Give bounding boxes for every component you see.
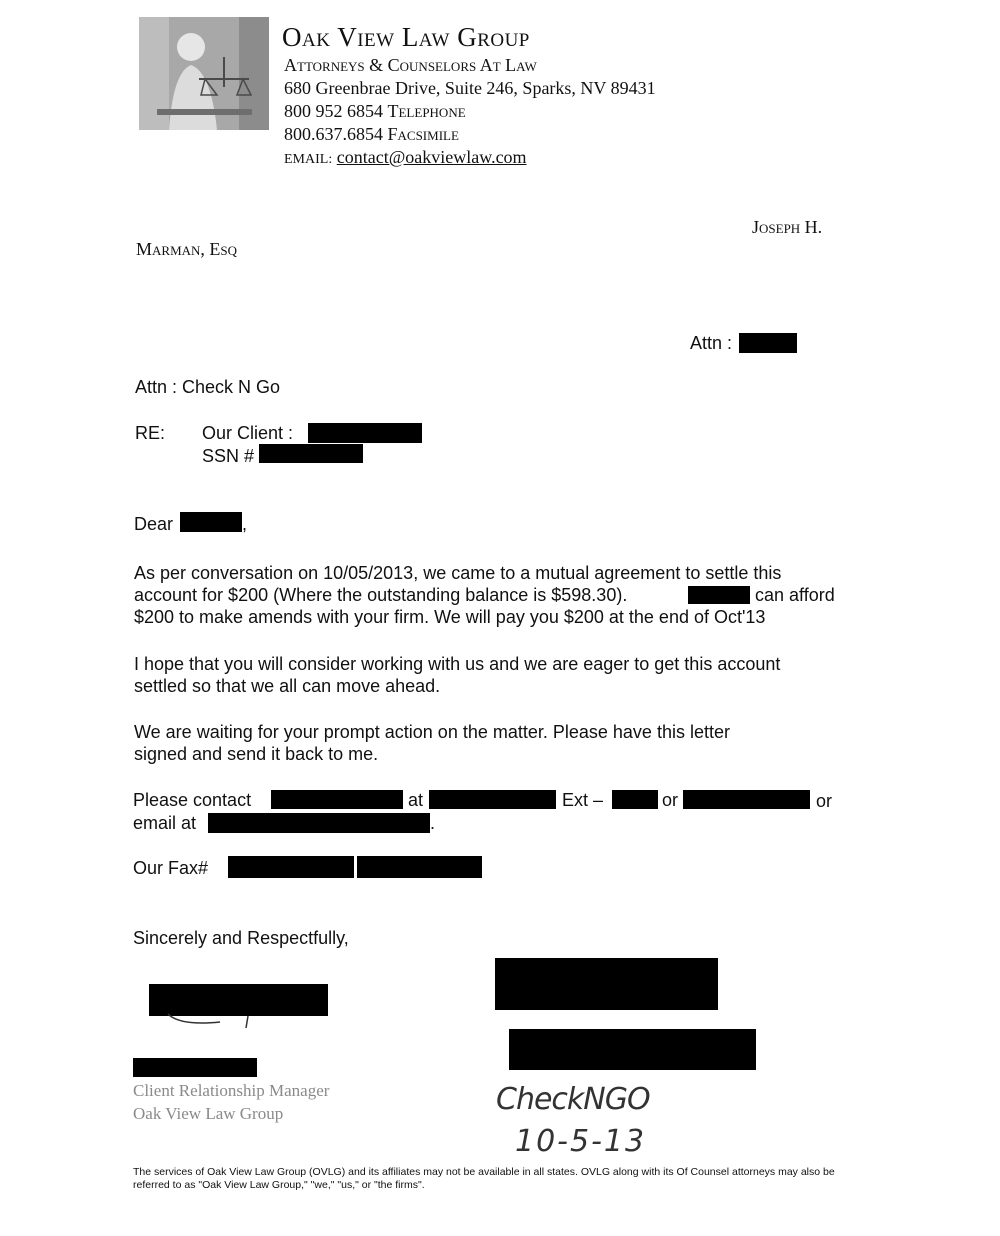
signature-stroke bbox=[160, 1010, 270, 1030]
firm-facsimile bbox=[284, 124, 459, 145]
paragraph-2-line-2: settled so that we all can move ahead. bbox=[134, 676, 441, 696]
redacted-block bbox=[357, 856, 482, 878]
redacted-block bbox=[683, 790, 810, 809]
telephone-label: Telephone bbox=[387, 101, 466, 121]
fax-line-label: Our Fax# bbox=[133, 858, 209, 878]
redacted-block bbox=[688, 586, 750, 604]
attn-recipient: Attn : Check N Go bbox=[135, 377, 281, 397]
greeting: Dear bbox=[134, 514, 174, 534]
redacted-block bbox=[228, 856, 354, 878]
redacted-block bbox=[259, 444, 363, 463]
contact-period: . bbox=[430, 813, 436, 833]
attorney-first-name: Joseph H. bbox=[752, 217, 823, 237]
firm-tagline: Attorneys & Counselors At Law bbox=[284, 55, 537, 75]
re-label: RE: bbox=[135, 423, 166, 443]
firm-name: Oak View Law Group bbox=[282, 22, 530, 52]
telephone-number: 800 952 6854 bbox=[284, 101, 383, 121]
paragraph-1-line-2b: can afford bbox=[755, 585, 835, 605]
redacted-block bbox=[308, 423, 422, 443]
paragraph-1-line-2a: account for $200 (Where the outstanding balance is $598.30). bbox=[134, 585, 628, 605]
client-label: Our Client : bbox=[202, 423, 294, 443]
paragraph-3-line-2: signed and send it back to me. bbox=[134, 744, 379, 764]
signer-organization: Oak View Law Group bbox=[133, 1104, 284, 1123]
ssn-label: SSN # bbox=[202, 446, 255, 466]
handwritten-date: 10-5-13 bbox=[515, 1124, 647, 1159]
paragraph-3-line-1: We are waiting for your prompt action on the matter. Please have this letter bbox=[134, 722, 730, 742]
redacted-block bbox=[739, 333, 797, 353]
firm-email bbox=[284, 147, 527, 168]
firm-address: 680 Greenbrae Drive, Suite 246, Sparks, NV 89431 bbox=[284, 78, 656, 98]
redacted-signature bbox=[495, 958, 718, 1010]
closing: Sincerely and Respectfully, bbox=[133, 928, 349, 948]
paragraph-1-line-3: $200 to make amends with your firm. We will pay you $200 at the end of Oct'13 bbox=[134, 607, 766, 627]
greeting-punctuation: , bbox=[242, 514, 248, 534]
contact-email-at: email at bbox=[133, 813, 197, 833]
redacted-block bbox=[429, 790, 556, 809]
firm-logo-justice-image bbox=[139, 17, 269, 130]
redacted-block bbox=[612, 790, 658, 809]
attn-right-label: Attn : bbox=[690, 333, 733, 353]
redacted-block bbox=[208, 813, 430, 833]
contact-at: at bbox=[408, 790, 424, 810]
redacted-block bbox=[180, 512, 242, 532]
redacted-block bbox=[271, 790, 403, 809]
fax-number: 800.637.6854 bbox=[284, 124, 383, 144]
redacted-name bbox=[133, 1058, 257, 1077]
fax-label: Facsimile bbox=[387, 124, 459, 144]
firm-telephone bbox=[284, 101, 466, 122]
paragraph-1-line-1: As per conversation on 10/05/2013, we came to a mutual agreement to settle this bbox=[134, 563, 782, 583]
contact-or-1: or bbox=[662, 790, 679, 810]
attorney-last-name: Marman, Esq bbox=[136, 239, 238, 259]
contact-or-2: or bbox=[816, 791, 833, 811]
contact-please-contact: Please contact bbox=[133, 790, 252, 810]
email-label: EMAIL: bbox=[284, 152, 333, 167]
signer-title: Client Relationship Manager bbox=[133, 1081, 330, 1100]
footer-disclaimer: The services of Oak View Law Group (OVLG) and its affiliates may not be available in all states. OVLG along with its Of Counsel attorneys may also be referred to as "Oak View Law Group," "we," "us," or "the firms". bbox=[133, 1166, 835, 1191]
contact-ext: Ext – bbox=[562, 790, 604, 810]
paragraph-2-line-1: I hope that you will consider working with us and we are eager to get this account bbox=[134, 654, 781, 674]
handwritten-company: CheckNGO bbox=[496, 1082, 650, 1117]
email-link[interactable]: contact@oakviewlaw.com bbox=[336, 147, 527, 167]
redacted-name bbox=[509, 1029, 756, 1070]
